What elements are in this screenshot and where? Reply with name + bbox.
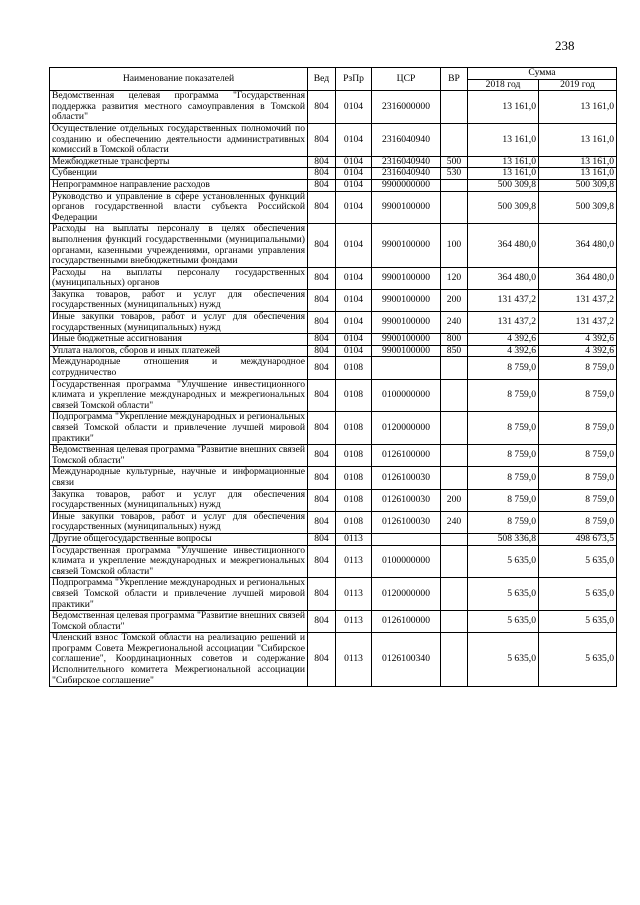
budget-table — [49, 67, 617, 687]
row-rzpr: 0113 — [336, 633, 372, 687]
row-sum-2018: 5 635,0 — [468, 633, 539, 687]
row-sum-2018: 4 392,6 — [468, 334, 539, 346]
row-ved: 804 — [308, 267, 336, 289]
header-rzpr: РзПр — [336, 68, 372, 91]
row-sum-2019: 4 392,6 — [539, 345, 617, 357]
row-vr — [441, 445, 468, 467]
row-name: Членский взнос Томской области на реализацию решений и программ Совета Межрегиональной ассоциации "Сибирское соглашение", Координационных советов и содержание Исполнительного комитета Межрегиональной ассоциации "Сибирское соглашение" — [50, 633, 308, 687]
row-vr — [441, 467, 468, 489]
row-sum-2018: 131 437,2 — [468, 289, 539, 311]
row-rzpr: 0108 — [336, 511, 372, 533]
table-row — [50, 91, 617, 124]
row-sum-2019: 500 309,8 — [539, 191, 617, 224]
row-name: Ведомственная целевая программа "Государственная поддержка развития местного самоуправления в Томской области" — [50, 91, 308, 124]
table-row — [50, 191, 617, 224]
row-rzpr: 0108 — [336, 445, 372, 467]
row-ved: 804 — [308, 533, 336, 545]
table-row — [50, 489, 617, 511]
row-name: Подпрограмма "Укрепление международных и региональных связей Томской области и привлечение лучшей мировой практики" — [50, 412, 308, 445]
row-name: Ведомственная целевая программа "Развитие внешних связей Томской области" — [50, 611, 308, 633]
row-sum-2018: 364 480,0 — [468, 224, 539, 267]
header-vr: ВР — [441, 68, 468, 91]
row-ved: 804 — [308, 611, 336, 633]
row-ved: 804 — [308, 334, 336, 346]
row-sum-2018: 13 161,0 — [468, 123, 539, 156]
row-vr — [441, 611, 468, 633]
row-ved: 804 — [308, 412, 336, 445]
table-row — [50, 123, 617, 156]
row-rzpr: 0113 — [336, 533, 372, 545]
row-vr: 240 — [441, 312, 468, 334]
row-sum-2018: 508 336,8 — [468, 533, 539, 545]
row-csr: 2316040940 — [372, 168, 441, 180]
table-row — [50, 445, 617, 467]
row-csr: 0100000000 — [372, 545, 441, 578]
row-name: Непрограммное направление расходов — [50, 179, 308, 191]
row-rzpr: 0104 — [336, 312, 372, 334]
row-name: Государственная программа "Улучшение инвестиционного климата и укрепление международных и межрегиональных связей Томской области" — [50, 545, 308, 578]
row-vr — [441, 379, 468, 412]
row-csr: 0126100340 — [372, 633, 441, 687]
row-name: Другие общегосударственные вопросы — [50, 533, 308, 545]
row-name: Ведомственная целевая программа "Развитие внешних связей Томской области" — [50, 445, 308, 467]
row-ved: 804 — [308, 312, 336, 334]
row-vr — [441, 179, 468, 191]
row-ved: 804 — [308, 489, 336, 511]
row-ved: 804 — [308, 91, 336, 124]
row-sum-2019: 8 759,0 — [539, 489, 617, 511]
row-name: Иные закупки товаров, работ и услуг для обеспечения государственных (муниципальных) нужд — [50, 312, 308, 334]
table-row — [50, 611, 617, 633]
row-vr: 530 — [441, 168, 468, 180]
table-row — [50, 168, 617, 180]
row-rzpr: 0104 — [336, 91, 372, 124]
row-vr — [441, 123, 468, 156]
row-csr: 0100000000 — [372, 379, 441, 412]
row-sum-2018: 13 161,0 — [468, 91, 539, 124]
row-vr: 240 — [441, 511, 468, 533]
row-ved: 804 — [308, 179, 336, 191]
row-sum-2019: 8 759,0 — [539, 379, 617, 412]
row-rzpr: 0104 — [336, 267, 372, 289]
row-rzpr: 0113 — [336, 611, 372, 633]
row-sum-2018: 5 635,0 — [468, 578, 539, 611]
row-csr: 0126100030 — [372, 511, 441, 533]
row-csr — [372, 357, 441, 379]
row-sum-2019: 13 161,0 — [539, 123, 617, 156]
row-name: Закупка товаров, работ и услуг для обеспечения государственных (муниципальных) нужд — [50, 289, 308, 311]
row-csr: 2316000000 — [372, 91, 441, 124]
row-sum-2019: 4 392,6 — [539, 334, 617, 346]
row-vr: 800 — [441, 334, 468, 346]
row-sum-2018: 4 392,6 — [468, 345, 539, 357]
table-row — [50, 345, 617, 357]
row-rzpr: 0104 — [336, 123, 372, 156]
row-vr — [441, 412, 468, 445]
row-sum-2019: 131 437,2 — [539, 289, 617, 311]
row-name: Международные отношения и международное сотрудничество — [50, 357, 308, 379]
row-vr — [441, 545, 468, 578]
row-csr — [372, 533, 441, 545]
row-rzpr: 0108 — [336, 489, 372, 511]
row-sum-2019: 8 759,0 — [539, 445, 617, 467]
row-csr: 0126100000 — [372, 445, 441, 467]
row-csr: 2316040940 — [372, 156, 441, 168]
table-body — [50, 91, 617, 687]
row-sum-2019: 13 161,0 — [539, 168, 617, 180]
row-sum-2019: 5 635,0 — [539, 611, 617, 633]
header-sum: Сумма — [468, 68, 617, 80]
row-sum-2018: 5 635,0 — [468, 545, 539, 578]
header-csr: ЦСР — [372, 68, 441, 91]
row-ved: 804 — [308, 224, 336, 267]
row-name: Уплата налогов, сборов и иных платежей — [50, 345, 308, 357]
row-vr — [441, 357, 468, 379]
row-sum-2018: 13 161,0 — [468, 168, 539, 180]
row-csr: 0120000000 — [372, 578, 441, 611]
row-csr: 9900100000 — [372, 191, 441, 224]
row-name: Осуществление отдельных государственных полномочий по созданию и обеспечению деятельности административных комиссий в Томской области — [50, 123, 308, 156]
table-row — [50, 511, 617, 533]
row-name: Иные бюджетные ассигнования — [50, 334, 308, 346]
row-rzpr: 0108 — [336, 379, 372, 412]
row-name: Расходы на выплаты персоналу в целях обеспечения выполнения функций государственными (муниципальными) органами, казенными учреждениями, органами управления государственными внебюджетными фондами — [50, 224, 308, 267]
table-row — [50, 156, 617, 168]
row-rzpr: 0104 — [336, 224, 372, 267]
row-ved: 804 — [308, 578, 336, 611]
row-sum-2018: 8 759,0 — [468, 379, 539, 412]
row-sum-2019: 498 673,5 — [539, 533, 617, 545]
row-sum-2018: 8 759,0 — [468, 467, 539, 489]
row-ved: 804 — [308, 545, 336, 578]
row-sum-2018: 500 309,8 — [468, 179, 539, 191]
row-csr: 0126100030 — [372, 489, 441, 511]
row-ved: 804 — [308, 168, 336, 180]
row-csr: 9900100000 — [372, 312, 441, 334]
row-vr: 100 — [441, 224, 468, 267]
table-row — [50, 533, 617, 545]
row-ved: 804 — [308, 357, 336, 379]
row-csr: 9900100000 — [372, 289, 441, 311]
row-csr: 9900000000 — [372, 179, 441, 191]
row-ved: 804 — [308, 445, 336, 467]
table-row — [50, 578, 617, 611]
row-csr: 0126100000 — [372, 611, 441, 633]
row-rzpr: 0104 — [336, 191, 372, 224]
table-row — [50, 267, 617, 289]
row-sum-2019: 8 759,0 — [539, 467, 617, 489]
row-rzpr: 0108 — [336, 412, 372, 445]
row-sum-2019: 8 759,0 — [539, 511, 617, 533]
header-row — [50, 68, 617, 80]
row-rzpr: 0104 — [336, 156, 372, 168]
row-sum-2018: 131 437,2 — [468, 312, 539, 334]
row-sum-2019: 5 635,0 — [539, 578, 617, 611]
row-sum-2018: 5 635,0 — [468, 611, 539, 633]
row-ved: 804 — [308, 633, 336, 687]
table-row — [50, 179, 617, 191]
row-rzpr: 0113 — [336, 545, 372, 578]
row-sum-2019: 5 635,0 — [539, 545, 617, 578]
row-ved: 804 — [308, 156, 336, 168]
row-csr: 2316040940 — [372, 123, 441, 156]
row-vr — [441, 633, 468, 687]
table-row — [50, 467, 617, 489]
row-ved: 804 — [308, 379, 336, 412]
row-rzpr: 0104 — [336, 345, 372, 357]
row-rzpr: 0104 — [336, 289, 372, 311]
table-row — [50, 545, 617, 578]
row-name: Субвенции — [50, 168, 308, 180]
row-vr — [441, 578, 468, 611]
table-row — [50, 412, 617, 445]
row-vr: 500 — [441, 156, 468, 168]
row-csr: 9900100000 — [372, 267, 441, 289]
row-sum-2019: 5 635,0 — [539, 633, 617, 687]
table-row — [50, 334, 617, 346]
table-row — [50, 224, 617, 267]
row-sum-2019: 364 480,0 — [539, 267, 617, 289]
row-sum-2019: 364 480,0 — [539, 224, 617, 267]
row-sum-2019: 8 759,0 — [539, 412, 617, 445]
row-vr: 200 — [441, 489, 468, 511]
row-rzpr: 0108 — [336, 467, 372, 489]
row-csr: 0126100030 — [372, 467, 441, 489]
table-row — [50, 633, 617, 687]
row-csr: 0120000000 — [372, 412, 441, 445]
table-row — [50, 357, 617, 379]
row-ved: 804 — [308, 345, 336, 357]
row-sum-2019: 500 309,8 — [539, 179, 617, 191]
row-name: Государственная программа "Улучшение инвестиционного климата и укрепление международных и межрегиональных связей Томской области" — [50, 379, 308, 412]
row-rzpr: 0104 — [336, 179, 372, 191]
row-sum-2018: 8 759,0 — [468, 489, 539, 511]
row-sum-2018: 500 309,8 — [468, 191, 539, 224]
table-row — [50, 379, 617, 412]
row-sum-2018: 8 759,0 — [468, 412, 539, 445]
row-vr — [441, 533, 468, 545]
row-vr — [441, 191, 468, 224]
row-name: Подпрограмма "Укрепление международных и региональных связей Томской области и привлечение лучшей мировой практики" — [50, 578, 308, 611]
table-row — [50, 289, 617, 311]
row-rzpr: 0104 — [336, 168, 372, 180]
table-row — [50, 312, 617, 334]
row-name: Расходы на выплаты персоналу государственных (муниципальных) органов — [50, 267, 308, 289]
row-name: Руководство и управление в сфере установленных функций органов государственной власти субъекта Российской Федерации — [50, 191, 308, 224]
row-sum-2019: 13 161,0 — [539, 91, 617, 124]
row-csr: 9900100000 — [372, 334, 441, 346]
row-name: Закупка товаров, работ и услуг для обеспечения государственных (муниципальных) нужд — [50, 489, 308, 511]
row-name: Иные закупки товаров, работ и услуг для обеспечения государственных (муниципальных) нужд — [50, 511, 308, 533]
row-vr — [441, 91, 468, 124]
row-rzpr: 0113 — [336, 578, 372, 611]
row-rzpr: 0104 — [336, 334, 372, 346]
row-vr: 200 — [441, 289, 468, 311]
row-name: Международные культурные, научные и информационные связи — [50, 467, 308, 489]
row-sum-2018: 8 759,0 — [468, 357, 539, 379]
row-sum-2018: 364 480,0 — [468, 267, 539, 289]
row-sum-2019: 8 759,0 — [539, 357, 617, 379]
row-sum-2019: 13 161,0 — [539, 156, 617, 168]
header-2019: 2019 год — [539, 79, 617, 91]
header-name: Наименование показателей — [50, 68, 308, 91]
row-sum-2018: 8 759,0 — [468, 445, 539, 467]
row-vr: 120 — [441, 267, 468, 289]
row-ved: 804 — [308, 123, 336, 156]
row-sum-2018: 8 759,0 — [468, 511, 539, 533]
row-ved: 804 — [308, 467, 336, 489]
row-sum-2019: 131 437,2 — [539, 312, 617, 334]
row-rzpr: 0108 — [336, 357, 372, 379]
header-ved: Вед — [308, 68, 336, 91]
row-ved: 804 — [308, 289, 336, 311]
row-vr: 850 — [441, 345, 468, 357]
row-ved: 804 — [308, 511, 336, 533]
row-name: Межбюджетные трансферты — [50, 156, 308, 168]
row-csr: 9900100000 — [372, 224, 441, 267]
row-csr: 9900100000 — [372, 345, 441, 357]
row-ved: 804 — [308, 191, 336, 224]
header-2018: 2018 год — [468, 79, 539, 91]
page-number: 238 — [555, 38, 575, 53]
row-sum-2018: 13 161,0 — [468, 156, 539, 168]
